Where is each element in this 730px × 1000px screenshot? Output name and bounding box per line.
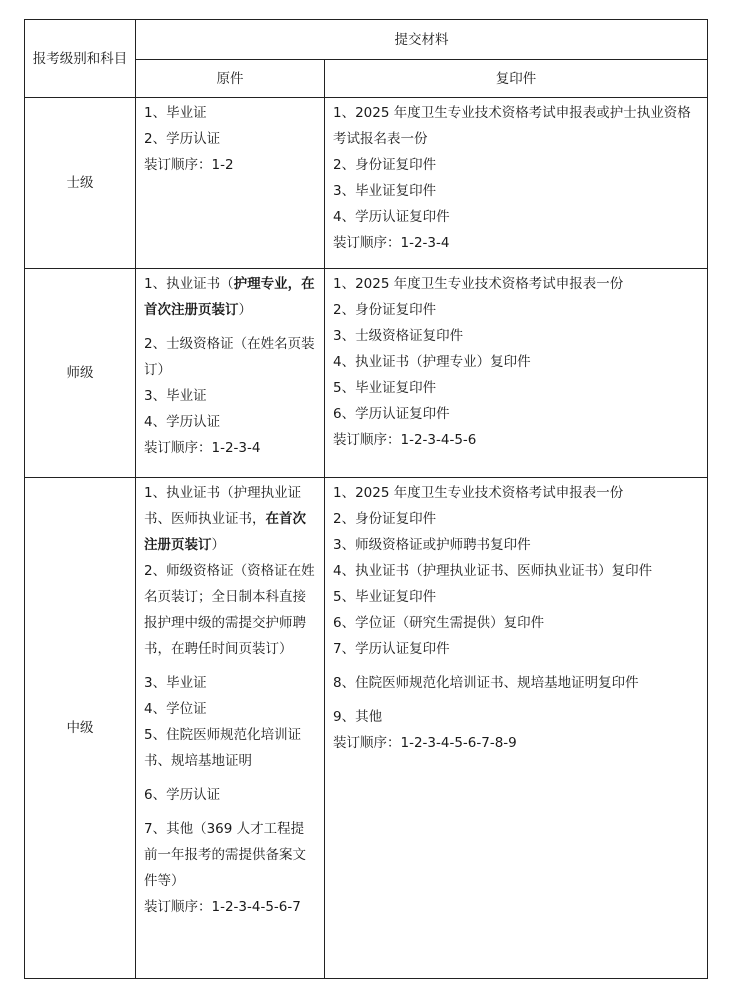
header-original: 原件 — [136, 60, 325, 98]
list-item: 4、执业证书（护理执业证书、医师执业证书）复印件 — [333, 563, 653, 579]
list-item: 3、毕业证复印件 — [333, 183, 437, 199]
list-item — [144, 271, 316, 323]
list-item — [144, 480, 316, 558]
list-item: 6、学位证（研究生需提供）复印件 — [333, 615, 545, 631]
original-list-shiji — [136, 98, 325, 269]
binding-order: 装订顺序：1-2 — [144, 157, 234, 173]
list-item: 1、2025 年度卫生专业技术资格考试申报表一份 — [333, 276, 624, 292]
list-item: 5、毕业证复印件 — [333, 380, 437, 396]
list-item: 4、学位证 — [144, 701, 207, 717]
list-item: 4、执业证书（护理专业）复印件 — [333, 354, 531, 370]
bold-note: 护理专业，在首次注册页装订 — [144, 276, 315, 318]
list-item: 6、学历认证 — [144, 787, 221, 803]
list-item: 2、身份证复印件 — [333, 511, 437, 527]
binding-order: 装订顺序：1-2-3-4 — [144, 440, 261, 456]
list-item: 2、身份证复印件 — [333, 302, 437, 318]
header-materials: 提交材料 — [136, 20, 708, 60]
item-text: ） — [238, 302, 252, 318]
level-shiji-2: 师级 — [25, 269, 136, 478]
list-item: 2、士级资格证（在姓名页装订） — [144, 336, 315, 378]
list-item: 4、学历认证复印件 — [333, 209, 450, 225]
binding-order: 装订顺序：1-2-3-4 — [333, 235, 450, 251]
level-shiji: 士级 — [25, 98, 136, 269]
header-copy: 复印件 — [325, 60, 708, 98]
copy-list-zhongji — [325, 478, 708, 979]
original-list-shiji-2 — [136, 269, 325, 478]
materials-table — [24, 19, 708, 979]
item-text: ） — [211, 537, 225, 553]
list-item: 5、毕业证复印件 — [333, 589, 437, 605]
item-text: 1、执业证书（护理执业证书、医师执业证书， — [144, 485, 302, 527]
list-item: 3、师级资格证或护师聘书复印件 — [333, 537, 531, 553]
list-item: 1、2025 年度卫生专业技术资格考试申报表或护士执业资格考试报名表一份 — [333, 105, 691, 147]
list-item: 6、学历认证复印件 — [333, 406, 450, 422]
list-item: 1、2025 年度卫生专业技术资格考试申报表一份 — [333, 485, 624, 501]
list-item: 4、学历认证 — [144, 414, 221, 430]
copy-list-shiji — [325, 98, 708, 269]
list-item: 7、学历认证复印件 — [333, 641, 450, 657]
list-item: 5、住院医师规范化培训证书、规培基地证明 — [144, 727, 302, 769]
original-list-zhongji — [136, 478, 325, 979]
binding-order: 装订顺序：1-2-3-4-5-6-7 — [144, 899, 301, 915]
list-item: 3、毕业证 — [144, 388, 207, 404]
list-item: 1、毕业证 — [144, 105, 207, 121]
item-text: 1、执业证书（ — [144, 276, 234, 292]
list-item: 2、师级资格证（资格证在姓名页装订；全日制本科直接报护理中级的需提交护师聘书，在聘任时间页装订） — [144, 563, 315, 657]
list-item: 3、士级资格证复印件 — [333, 328, 464, 344]
list-item: 2、身份证复印件 — [333, 157, 437, 173]
bold-note: 在首次注册页装订 — [144, 511, 306, 553]
list-item: 8、住院医师规范化培训证书、规培基地证明复印件 — [333, 675, 639, 691]
list-item: 9、其他 — [333, 709, 383, 725]
list-item: 7、其他（369 人才工程提前一年报考的需提供备案文件等） — [144, 821, 306, 889]
binding-order: 装订顺序：1-2-3-4-5-6 — [333, 432, 477, 448]
list-item: 2、学历认证 — [144, 131, 221, 147]
copy-list-shiji-2 — [325, 269, 708, 478]
list-item: 3、毕业证 — [144, 675, 207, 691]
header-category: 报考级别和科目 — [25, 20, 136, 98]
level-zhongji: 中级 — [25, 478, 136, 979]
binding-order: 装订顺序：1-2-3-4-5-6-7-8-9 — [333, 735, 517, 751]
